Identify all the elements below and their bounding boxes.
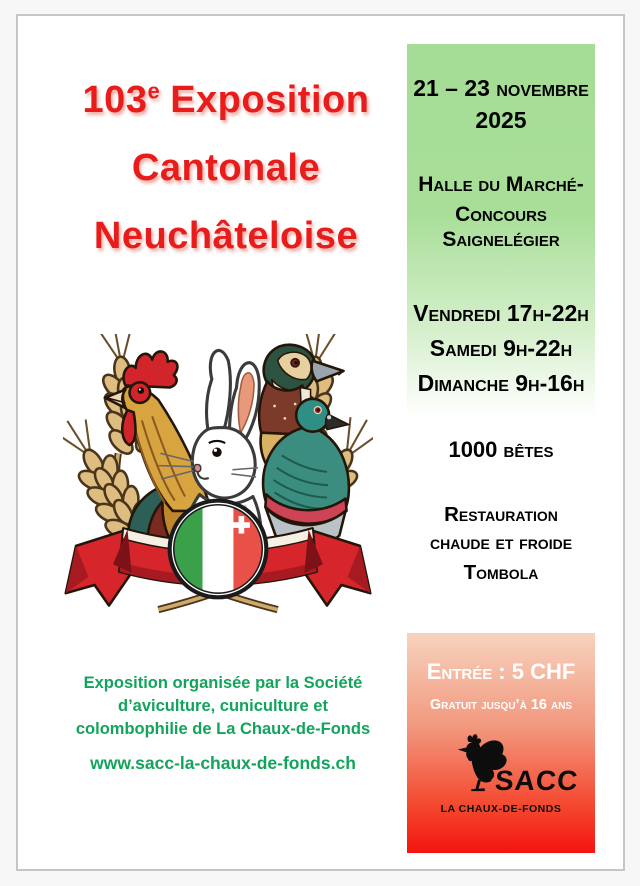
title-ordinal: e: [147, 78, 161, 104]
hours-saturday: Samedi 9h-22h: [429, 335, 573, 361]
services-line-2: chaude et froide: [429, 531, 573, 554]
poster: [16, 14, 625, 871]
sacc-logo: [407, 731, 595, 831]
organizer-block: [32, 672, 414, 774]
title-word: Exposition: [170, 79, 370, 121]
tombola-label: Tombola: [463, 561, 539, 584]
services: [407, 501, 595, 557]
entry-free-condition: Gratuit jusqu’à 16 ans: [429, 697, 573, 713]
event-dates: 21 – 23 novembre 2025: [413, 75, 589, 133]
opening-hours: [407, 296, 595, 401]
title-line-1: [30, 66, 422, 134]
title-line-2: Cantonale: [131, 147, 321, 189]
organizer-line-3: colombophilie de La Chaux-de-Fonds: [75, 720, 371, 738]
sacc-acronym: SACC: [493, 765, 580, 796]
hours-sunday: Dimanche 9h-16h: [417, 370, 585, 396]
hours-friday: Vendredi 17h-22h: [413, 300, 589, 326]
title-number: 103: [82, 79, 148, 121]
organizer-line-1: Exposition organisée par la Société: [83, 674, 363, 692]
event-venue: Halle du Marché-Concours: [418, 173, 584, 226]
title-line-3: Neuchâteloise: [93, 215, 359, 257]
entry-panel: [407, 633, 595, 853]
event-city: Saignelégier: [442, 228, 560, 251]
sacc-city: LA CHAUX-DE-FONDS: [440, 803, 562, 815]
emblem-illustration: [63, 334, 373, 622]
tricolor-badge-icon: [170, 501, 267, 598]
services-line-1: Restauration: [444, 503, 558, 526]
organizer-website: www.sacc-la-chaux-de-fonds.ch: [90, 753, 356, 773]
animal-count: 1000 bêtes: [448, 437, 554, 462]
poster-title: [30, 66, 422, 270]
entry-price: Entrée : 5 CHF: [426, 659, 576, 684]
organizer-line-2: d’aviculture, cuniculture et: [118, 697, 328, 715]
